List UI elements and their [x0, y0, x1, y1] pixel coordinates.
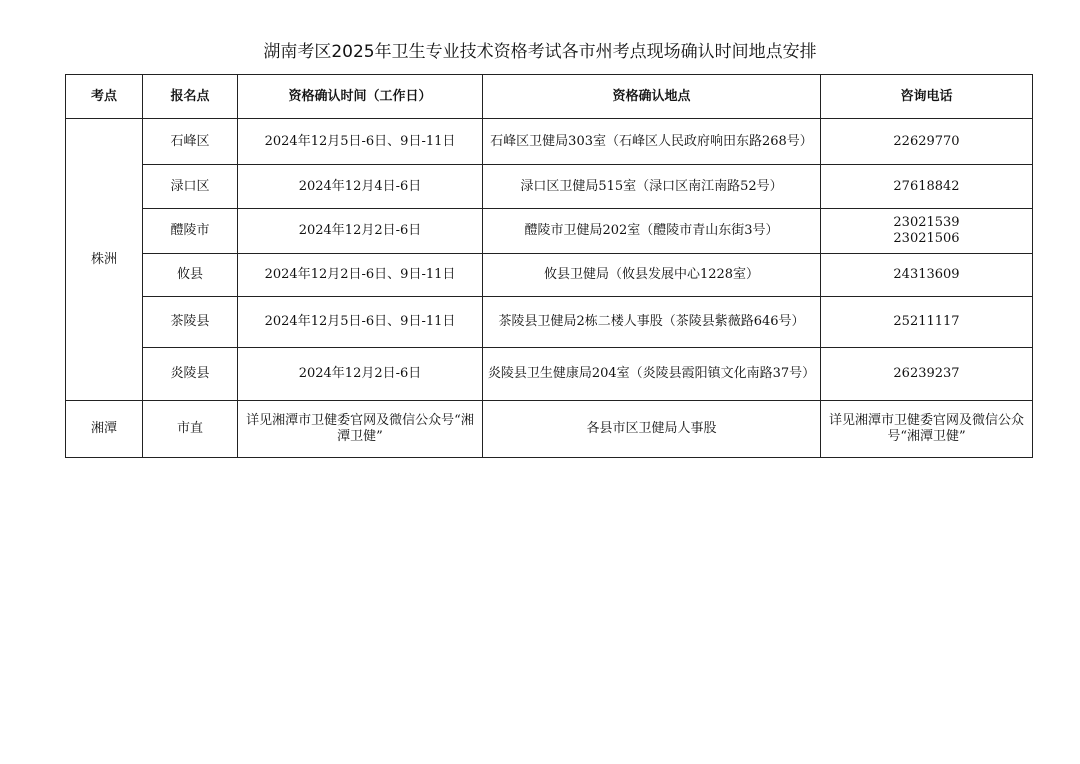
site-cell: 石峰区: [143, 119, 238, 165]
time-cell: 详见湘潭市卫健委官网及微信公众号“湘潭卫健”: [238, 401, 483, 458]
time-cell: 2024年12月2日-6日、9日-11日: [238, 254, 483, 297]
header-contact-phone: 咨询电话: [821, 75, 1033, 119]
site-cell: 醴陵市: [143, 209, 238, 254]
time-cell: 2024年12月5日-6日、9日-11日: [238, 119, 483, 165]
time-cell: 2024年12月2日-6日: [238, 209, 483, 254]
phone-cell: 25211117: [821, 297, 1033, 348]
phone-cell: [821, 209, 1033, 254]
phone-cell: 27618842: [821, 165, 1033, 209]
header-exam-site: 考点: [66, 75, 143, 119]
header-confirmation-time: 资格确认时间（工作日）: [238, 75, 483, 119]
location-cell: 攸县卫健局（攸县发展中心1228室）: [483, 254, 821, 297]
phone-cell: 22629770: [821, 119, 1033, 165]
phone-cell: 26239237: [821, 348, 1033, 401]
site-cell: 渌口区: [143, 165, 238, 209]
site-cell: 茶陵县: [143, 297, 238, 348]
time-cell: 2024年12月2日-6日: [238, 348, 483, 401]
table-row: [66, 119, 1033, 165]
phone-cell: 详见湘潭市卫健委官网及微信公众号“湘潭卫健”: [821, 401, 1033, 458]
table-row: [66, 297, 1033, 348]
location-cell: 炎陵县卫生健康局204室（炎陵县霞阳镇文化南路37号）: [483, 348, 821, 401]
city-cell-zhuzhou: 株洲: [66, 119, 143, 401]
schedule-table: [65, 74, 1033, 458]
table-row: [66, 348, 1033, 401]
time-cell: 2024年12月5日-6日、9日-11日: [238, 297, 483, 348]
phone-cell: 24313609: [821, 254, 1033, 297]
phone-number: 23021506: [893, 231, 960, 246]
location-cell: 渌口区卫健局515室（渌口区南江南路52号）: [483, 165, 821, 209]
table-row: [66, 254, 1033, 297]
table-row: [66, 209, 1033, 254]
site-cell: 攸县: [143, 254, 238, 297]
table-row: [66, 165, 1033, 209]
header-registration-site: 报名点: [143, 75, 238, 119]
time-cell: 2024年12月4日-6日: [238, 165, 483, 209]
table-row: [66, 401, 1033, 458]
phone-number: 23021539: [893, 215, 960, 230]
site-cell: 市直: [143, 401, 238, 458]
header-confirmation-location: 资格确认地点: [483, 75, 821, 119]
page-title: 湖南考区2025年卫生专业技术资格考试各市州考点现场确认时间地点安排: [263, 42, 817, 62]
location-cell: 茶陵县卫健局2栋二楼人事股（茶陵县紫薇路646号）: [483, 297, 821, 348]
location-cell: 各县市区卫健局人事股: [483, 401, 821, 458]
location-cell: 石峰区卫健局303室（石峰区人民政府响田东路268号）: [483, 119, 821, 165]
table-header-row: [66, 75, 1033, 119]
city-cell-xiangtan: 湘潭: [66, 401, 143, 458]
site-cell: 炎陵县: [143, 348, 238, 401]
location-cell: 醴陵市卫健局202室（醴陵市青山东街3号）: [483, 209, 821, 254]
